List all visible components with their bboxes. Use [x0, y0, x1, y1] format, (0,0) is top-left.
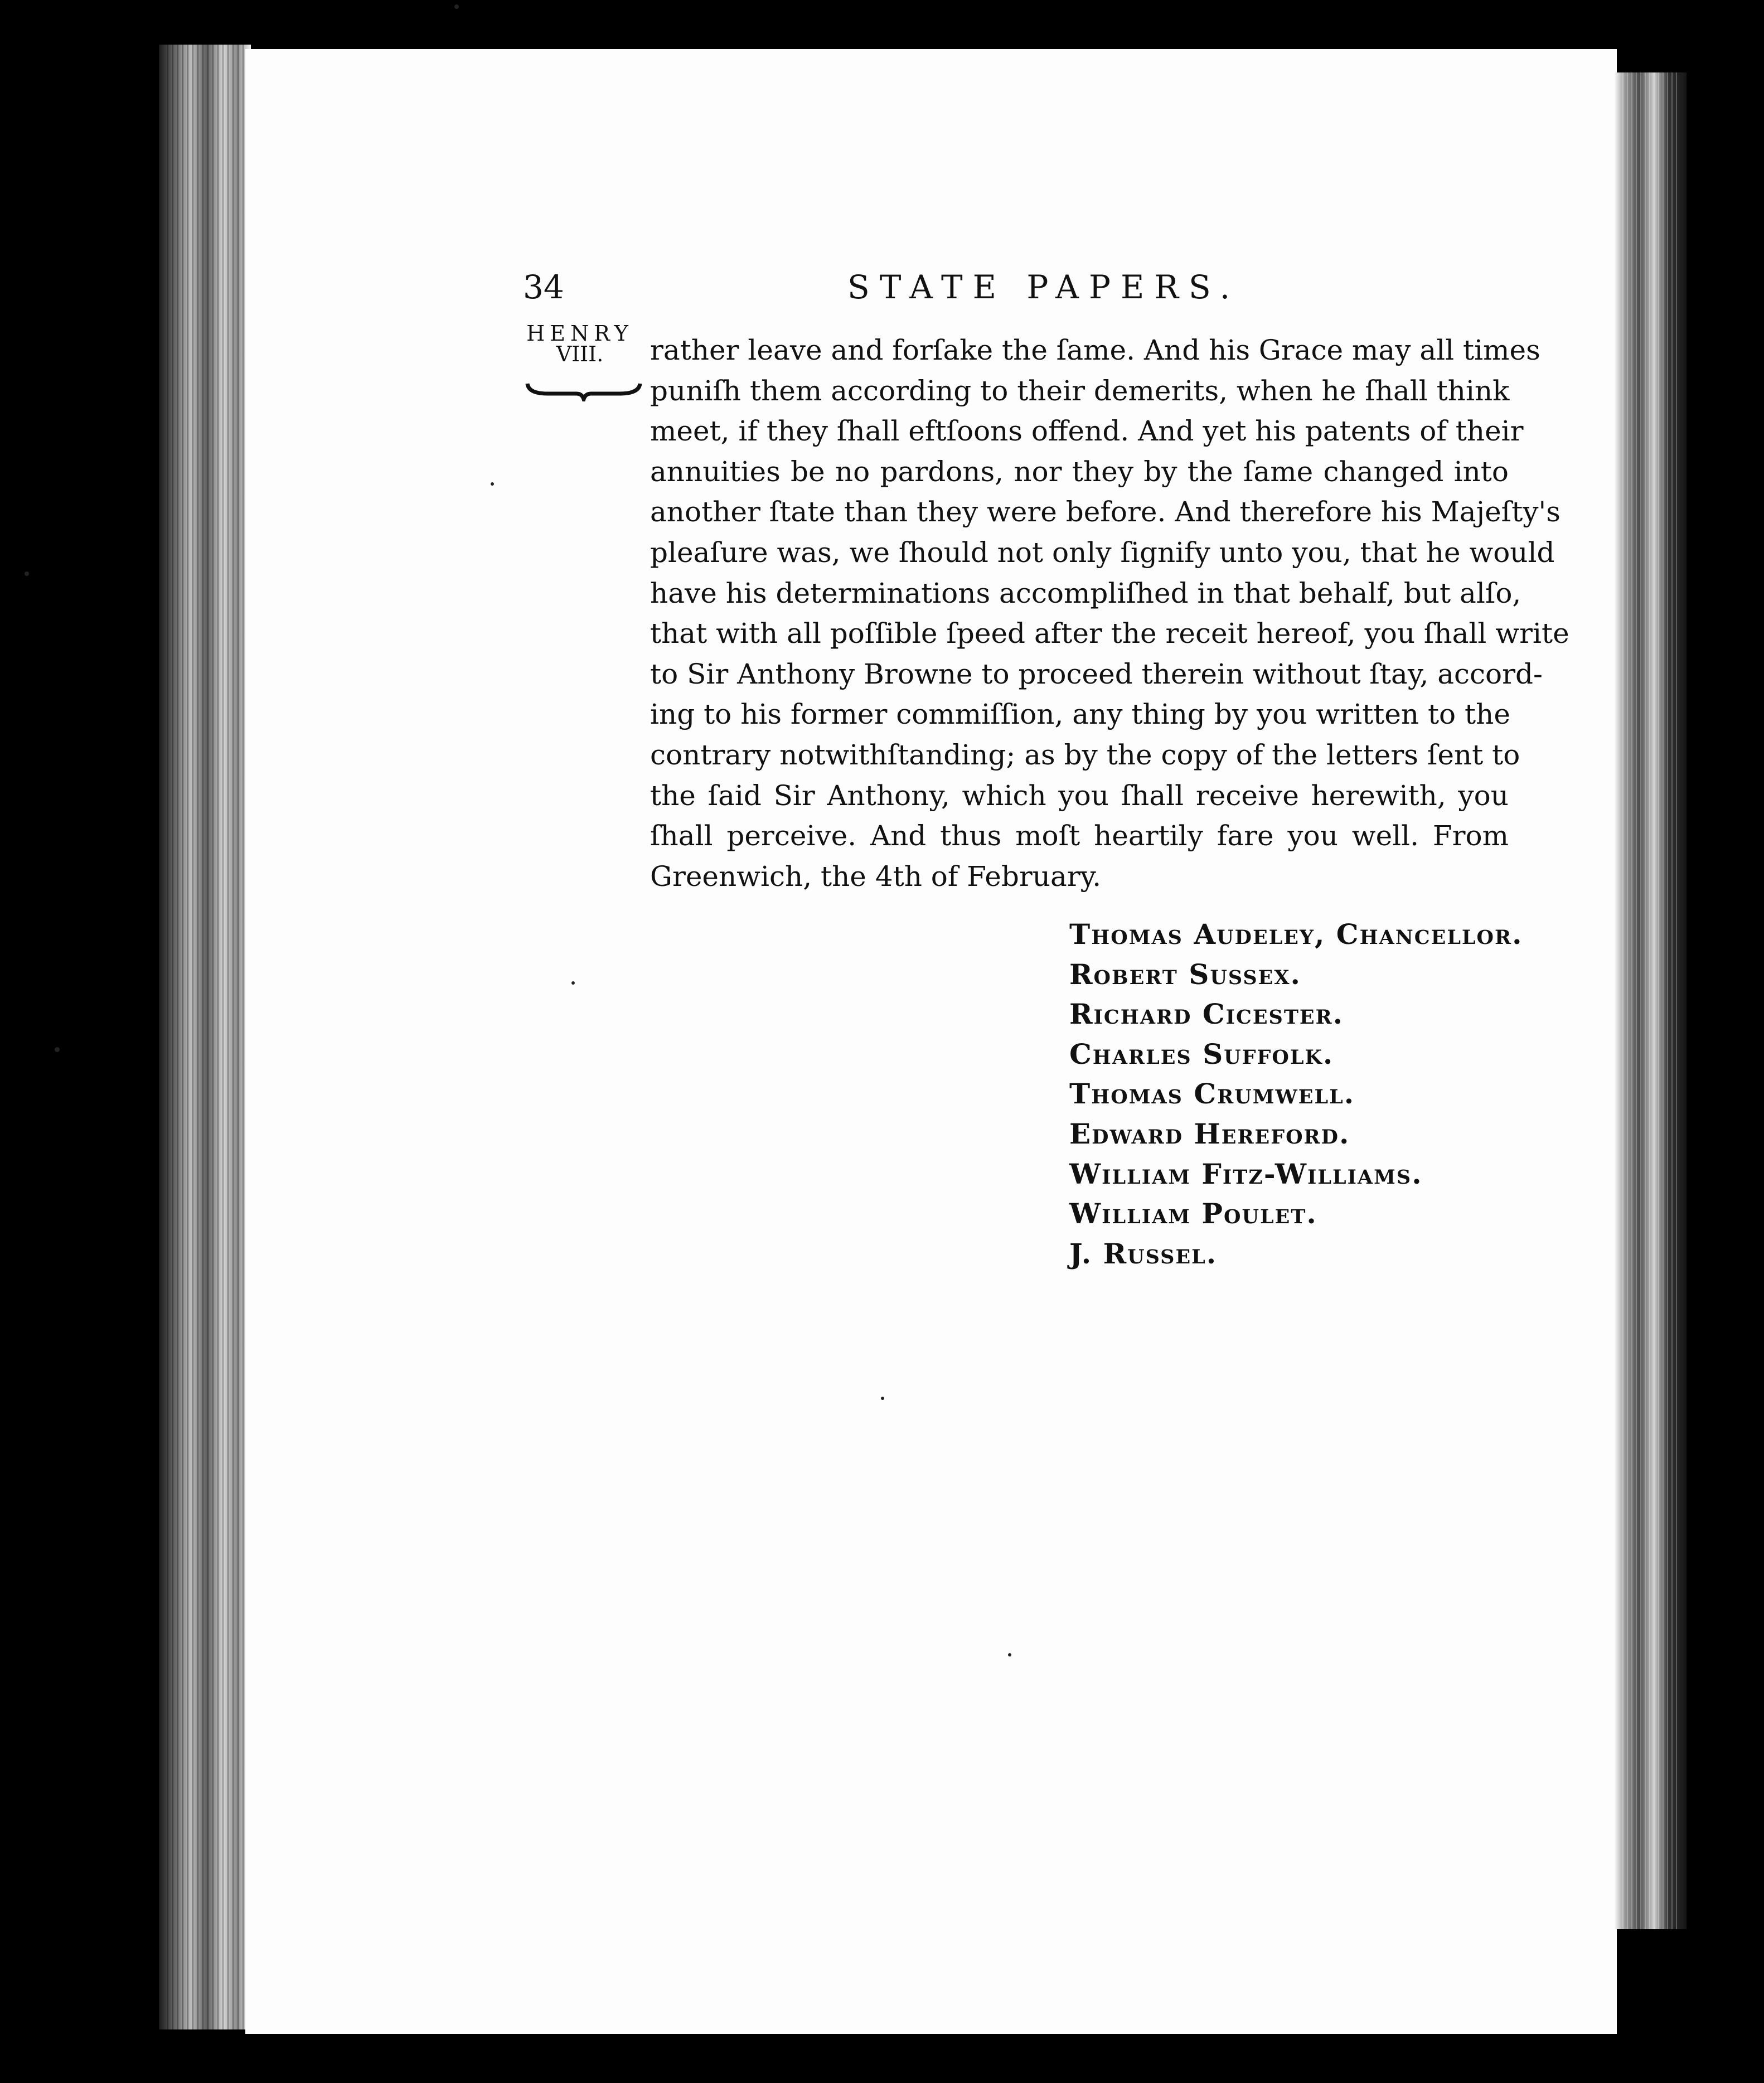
- text-line: have his determinations accompliſhed in that behalf, but alſo,: [650, 577, 1521, 609]
- left-page-edge-texture: [167, 45, 245, 2029]
- text-line: to Sir Anthony Browne to proceed therein without ſtay, accord-: [650, 657, 1543, 690]
- text-line: meet, if they ſhall eftſoons offend. And yet his patents of their: [650, 415, 1524, 448]
- text-line: ſhall perceive. And thus moſt heartily fare you well. From: [650, 820, 1509, 852]
- letter-body: [650, 330, 1569, 897]
- signature: Thomas Crumwell.: [1069, 1077, 1355, 1111]
- scan-speck: [1008, 1653, 1011, 1656]
- text-line: that with all poſſible ſpeed after the receit hereof, you ſhall write: [650, 617, 1569, 650]
- signature: William Poulet.: [1069, 1197, 1317, 1231]
- signature: Charles Suffolk.: [1069, 1037, 1334, 1070]
- signature-list: [1069, 914, 1523, 1273]
- scan-speck: [55, 1047, 60, 1052]
- margin-note: [518, 322, 641, 364]
- margin-note-king: HENRY: [526, 321, 633, 346]
- page-number: 34: [523, 268, 564, 306]
- curly-brace-ornament: [525, 379, 642, 401]
- text-line: puniſh them according to their demerits, when he ſhall think: [650, 374, 1510, 407]
- signature: William Fitz-Williams.: [1069, 1157, 1423, 1190]
- signature: Thomas Audeley, Chancellor.: [1069, 918, 1523, 951]
- text-line: rather leave and forſake the ſame. And his Grace may all times: [650, 334, 1540, 366]
- text-line: ing to his former commiſſion, any thing by you written to the: [650, 698, 1510, 731]
- signature: Richard Cicester.: [1069, 997, 1344, 1031]
- scan-speck: [491, 482, 494, 486]
- right-page-edge-texture: [1622, 72, 1678, 1929]
- signature: Robert Sussex.: [1069, 957, 1301, 991]
- text-line: pleaſure was, we ſhould not only ſignify unto you, that he would: [650, 536, 1555, 569]
- scan-speck: [454, 4, 459, 9]
- text-line: another ſtate than they were before. And therefore his Majeſty's: [650, 496, 1561, 529]
- scan-speck: [571, 981, 575, 985]
- text-line: annuities be no pardons, nor they by the ſame changed into: [650, 455, 1509, 488]
- signature: J. Russel.: [1069, 1237, 1218, 1270]
- signature: Edward Hereford.: [1069, 1117, 1350, 1150]
- text-line: contrary notwithſtanding; as by the copy of the letters ſent to: [650, 738, 1520, 771]
- text-line: Greenwich, the 4th of February.: [650, 860, 1102, 893]
- text-line: the ſaid Sir Anthony, which you ſhall receive herewith, you: [650, 779, 1509, 812]
- running-head: STATE PAPERS.: [847, 268, 1240, 306]
- scan-speck: [25, 571, 29, 576]
- scan-speck: [881, 1397, 884, 1400]
- margin-note-reign: VIII.: [556, 342, 604, 366]
